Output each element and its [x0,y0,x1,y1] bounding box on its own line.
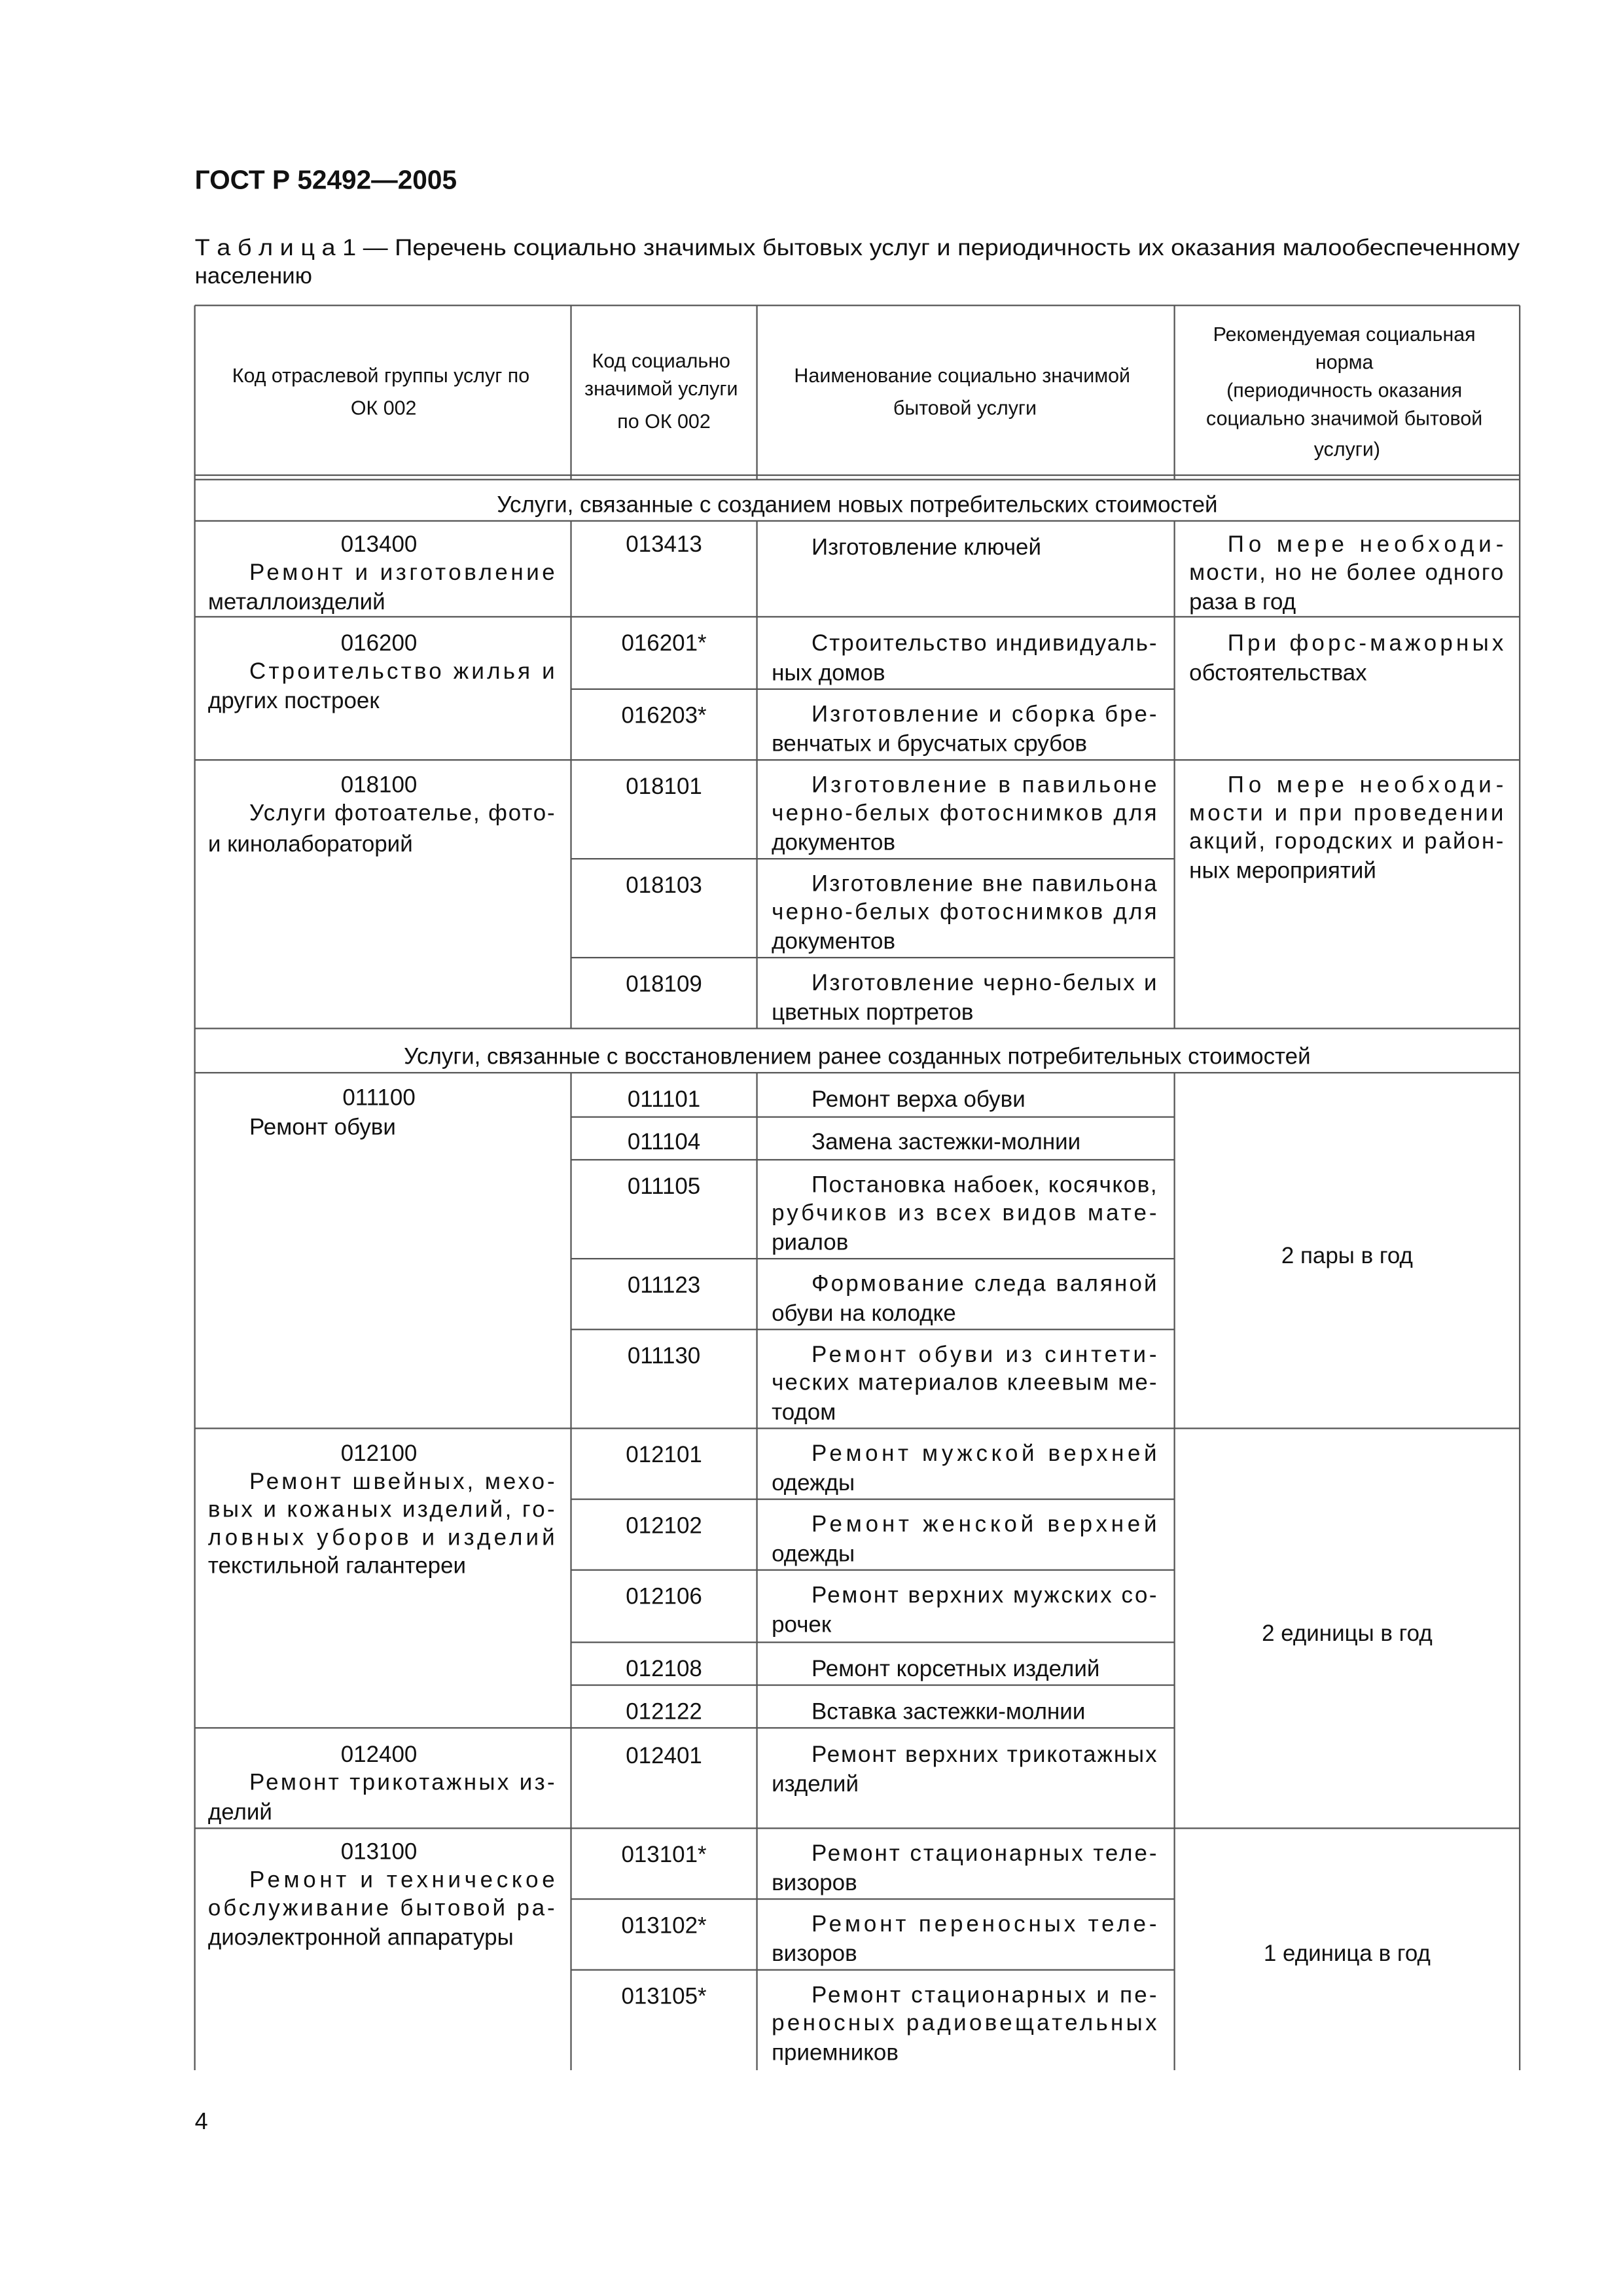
header-cell-group-code: Код отраслевой группы услуг по ОК 002 [232,364,530,420]
service-code: 011130 [627,1343,701,1369]
service-code: 011101 [627,1086,701,1112]
service-code: 012102 [626,1513,702,1539]
table-header [232,323,1488,461]
service-code: 012122 [626,1698,702,1725]
service-code: 016201* [621,630,707,656]
service-name: Изготовление ключей [812,534,1041,560]
norm-cell: По мере необходи- мости и при проведении акций, городских и район- ных мероприятий [1189,772,1504,884]
service-code: 011104 [627,1129,701,1155]
norm-cell: 2 единицы в год [1262,1621,1433,1647]
norm-cell: 2 пары в год [1281,1242,1413,1268]
norm-cell: 1 единица в год [1263,1941,1431,1967]
group-cell: 018100 Услуги фотоателье, фото- и кинолабораторий [207,772,555,857]
table-caption [195,235,1520,260]
service-name: Ремонт женской верхней одежды [772,1511,1157,1567]
service-name: Постановка набоек, косячков, рубчиков из всех видов мате- риалов [772,1172,1157,1255]
group-cell: 011100 Ремонт обуви [249,1085,416,1140]
service-name: Ремонт мужской верхней одежды [772,1440,1157,1496]
service-name: Ремонт стационарных теле- визоров [772,1840,1157,1896]
service-name: Ремонт обуви из синтети- ческих материалов клеевым ме- тодом [772,1341,1157,1425]
table-caption-continued: населению [194,262,312,289]
service-name: Ремонт верхних трикотажных изделий [772,1741,1157,1797]
service-code: 013105* [621,1983,707,2009]
service-name: Ремонт стационарных и пе- реносных радиовещательных приемников [772,1982,1157,2066]
service-name: Ремонт верхних мужских со- рочек [772,1582,1157,1638]
service-name: Изготовление черно-белых и цветных портретов [772,969,1157,1025]
group-cell: 012400 Ремонт трикотажных из- делий [207,1741,555,1825]
norm-cell: При форс-мажорных обстоятельствах [1189,630,1504,686]
page-number: 4 [194,2108,208,2135]
norm-cell: По мере необходи- мости, но не более одного раза в год [1189,531,1504,615]
service-code: 012106 [626,1583,702,1609]
service-name: Замена застежки-молнии [812,1129,1081,1155]
document-id: ГОСТ Р 52492—2005 [194,164,457,195]
service-code: 018103 [626,872,702,898]
service-code: 013101* [621,1842,707,1868]
group-cell: 013100 Ремонт и техническое обслуживание бытовой ра- диоэлектронной аппаратуры [207,1839,555,1950]
service-name: Вставка застежки-молнии [812,1698,1086,1725]
group-cell: 012100 Ремонт швейных, мехо- вых и кожаных изделий, го- ловных уборов и изделий текстильной галантереи [207,1440,555,1579]
service-name: Изготовление вне павильона черно-белых фотоснимков для документов [772,870,1157,954]
service-code: 011123 [627,1272,701,1298]
service-code: 018109 [626,971,702,997]
service-code: 011105 [627,1173,701,1199]
header-cell-service-code: Код социально значимой услуги по ОК 002 [584,350,738,433]
section-heading: Услуги, связанные с созданием новых потребительских стоимостей [497,492,1218,518]
service-code: 012101 [626,1442,702,1468]
service-code: 013413 [626,531,702,558]
table-caption-label: Т а б л и ц а 1 [194,235,344,261]
service-name: Изготовление в павильоне черно-белых фотоснимков для документов [772,772,1157,855]
service-name: Изготовление и сборка бре- венчатых и брусчатых срубов [772,701,1157,757]
group-cell: 013400 Ремонт и изготовление металлоизделий [207,531,555,615]
service-name: Ремонт переносных теле- визоров [772,1911,1157,1967]
section-heading: Услуги, связанные с восстановлением ранее созданных потребительных стоимостей [404,1043,1311,1069]
service-name: Ремонт верха обуви [812,1086,1026,1112]
service-code: 018101 [626,773,702,799]
table-body [208,531,1514,2065]
header-cell-service-name: Наименование социально значимой бытовой услуги [794,364,1131,420]
group-cell: 016200 Строительство жилья и других построек [207,630,555,714]
service-code: 013102* [621,1912,707,1939]
service-name: Формование следа валяной обуви на колодке [772,1270,1157,1326]
table-caption-text: — Перечень социально значимых бытовых услуг и периодичность их оказания малообеспеченному [356,235,1430,261]
service-code: 016203* [621,702,707,728]
service-name: Ремонт корсетных изделий [812,1656,1100,1682]
header-cell-social-norm: Рекомендуемая социальная норма (периодичность оказания социально значимой бытовой услуги) [1206,323,1483,461]
service-code: 012401 [626,1743,702,1769]
service-name: Строительство индивидуаль- ных домов [772,630,1157,686]
service-code: 012108 [626,1656,702,1682]
